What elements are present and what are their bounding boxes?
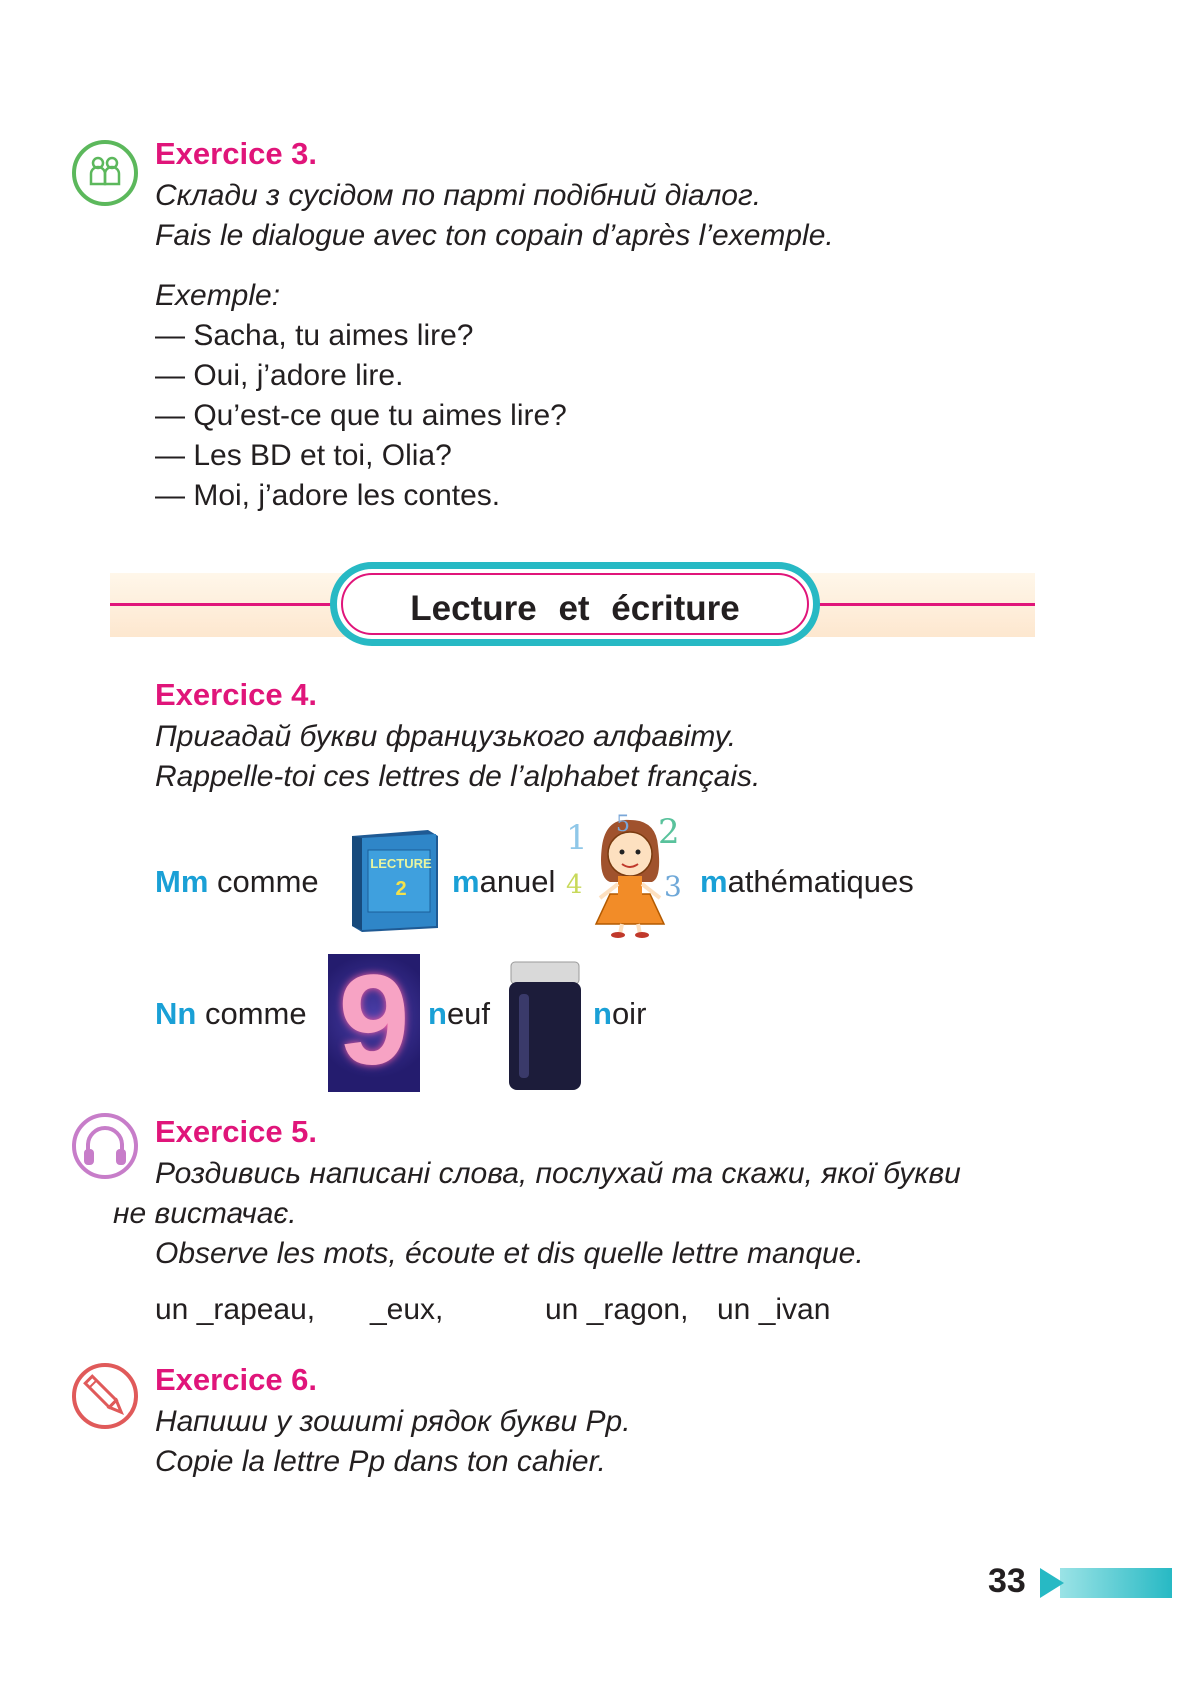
- banner-line-left: [110, 603, 332, 606]
- exercise-6-instruction-fr: Copie la lettre Pp dans ton cahier.: [155, 1445, 606, 1478]
- pencil-icon: [72, 1363, 138, 1429]
- dialogue-line: — Les BD et toi, Olia?: [155, 439, 452, 472]
- missing-letter-word: un _ivan: [717, 1293, 831, 1326]
- girl-math-image: [566, 812, 694, 938]
- exercise-6-title: Exercice 6.: [155, 1362, 318, 1397]
- word-mathematiques: [700, 864, 914, 900]
- word-rest: athématiques: [727, 864, 914, 899]
- pair-work-icon: [72, 140, 138, 206]
- word-manuel: [452, 864, 555, 900]
- book-image: [348, 828, 440, 932]
- number-3: 3: [664, 870, 682, 903]
- example-label: Exemple:: [155, 279, 281, 312]
- exercise-4-title: Exercice 4.: [155, 677, 318, 712]
- word-rest: euf: [446, 996, 491, 1031]
- arrow-right-icon: [1040, 1568, 1064, 1598]
- banner-line-right: [818, 603, 1035, 606]
- dialogue-line: — Moi, j’adore les contes.: [155, 479, 501, 512]
- alphabet-row-m: [155, 864, 319, 900]
- number-1: 1: [566, 818, 588, 858]
- letter-mm: Mm: [155, 864, 209, 899]
- word-first-letter: m: [700, 864, 728, 899]
- exercise-3-instruction-uk: Склади з сусідом по парті подібний діалог.: [155, 179, 762, 212]
- missing-letter-word: un _ragon,: [545, 1293, 689, 1326]
- word-rest: anuel: [479, 864, 556, 899]
- word-noir: [593, 996, 646, 1032]
- missing-letter-word: un _rapeau,: [155, 1293, 316, 1326]
- missing-letter-word: _eux,: [370, 1293, 444, 1326]
- exercise-3-title: Exercice 3.: [155, 136, 318, 171]
- word-first-letter: n: [593, 996, 612, 1031]
- nine-digit: 9: [338, 949, 410, 1092]
- comme-label: comme: [217, 864, 319, 899]
- exercise-3-instruction-fr: Fais le dialogue avec ton copain d’après l’exemple.: [155, 219, 834, 252]
- book-number: 2: [395, 878, 407, 900]
- dialogue-line: — Sacha, tu aimes lire?: [155, 319, 474, 352]
- exercise-6-instruction-uk: Напиши у зошиті рядок букви Рр.: [155, 1405, 631, 1438]
- exercise-5-instruction-uk-cont: не вистачає.: [113, 1197, 297, 1230]
- page-number: 33: [988, 1562, 1026, 1600]
- number-2: 2: [658, 812, 680, 852]
- word-rest: oir: [611, 996, 647, 1031]
- comme-label: comme: [204, 996, 307, 1031]
- jar-image: [505, 960, 585, 1092]
- exercise-5-instruction-uk: Роздивись написані слова, послухай та скажи, якої букви: [155, 1157, 961, 1190]
- exercise-5-title: Exercice 5.: [155, 1114, 318, 1149]
- nine-image: [328, 949, 420, 1092]
- section-title: Lecture et écriture: [410, 589, 740, 628]
- number-4: 4: [566, 870, 583, 900]
- headphones-icon: [72, 1113, 138, 1179]
- letter-nn: Nn: [155, 996, 197, 1031]
- page-number-bar: [1060, 1568, 1172, 1598]
- word-first-letter: m: [452, 864, 480, 899]
- section-banner: [330, 562, 820, 646]
- word-first-letter: n: [428, 996, 447, 1031]
- dialogue-line: — Qu’est-ce que tu aimes lire?: [155, 399, 567, 432]
- word-neuf: [428, 996, 490, 1032]
- exercise-5-instruction-fr: Observe les mots, écoute et dis quelle lettre manque.: [155, 1237, 864, 1270]
- book-title: LECTURE: [370, 856, 432, 871]
- dialogue-line: — Oui, j’adore lire.: [155, 359, 404, 392]
- exercise-4-instruction-fr: Rappelle-toi ces lettres de l’alphabet français.: [155, 760, 761, 793]
- number-5: 5: [616, 812, 630, 837]
- alphabet-row-n: [155, 996, 307, 1032]
- exercise-4-instruction-uk: Пригадай букви французького алфавіту.: [155, 720, 737, 753]
